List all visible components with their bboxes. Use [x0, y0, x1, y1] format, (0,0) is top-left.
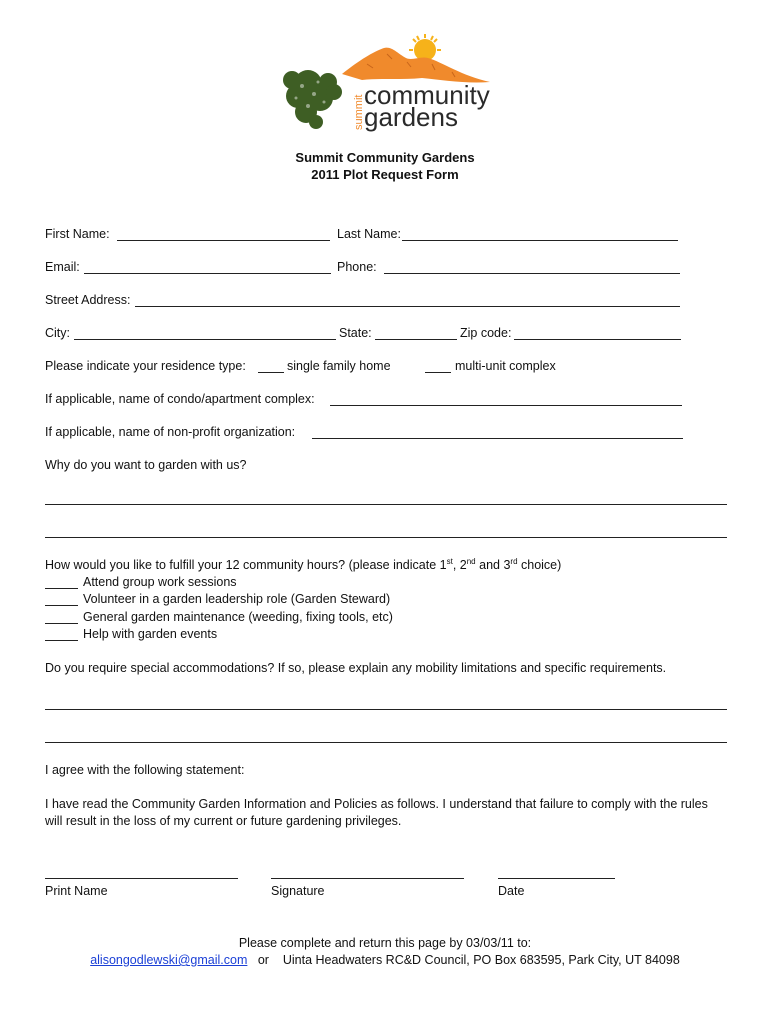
street-address-label: Street Address: — [45, 293, 131, 307]
phone-field[interactable] — [384, 273, 680, 274]
hours-option-1: Attend group work sessions — [83, 575, 237, 589]
form-title: Summit Community Gardens — [295, 150, 475, 165]
zip-field[interactable] — [514, 339, 681, 340]
hours-option-4: Help with garden events — [83, 627, 218, 641]
email-field[interactable] — [84, 273, 331, 274]
hours-option-3: General garden maintenance (weeding, fixing tools, etc) — [83, 610, 393, 624]
city-field[interactable] — [74, 339, 336, 340]
logo-gardens: gardens — [364, 102, 458, 132]
hours-option-3-checkline[interactable] — [45, 623, 78, 624]
logo-community: community — [364, 80, 490, 110]
accommodations-line-1[interactable] — [45, 709, 727, 710]
condo-field[interactable] — [330, 405, 682, 406]
agreement-text-line-2: will result in the loss of my current or future gardening privileges. — [45, 814, 402, 828]
nonprofit-label: If applicable, name of non-profit organization: — [45, 425, 296, 439]
logo-summit: summit — [353, 94, 365, 130]
signature-label: Signature — [271, 884, 325, 898]
multi-unit-option: multi-unit complex — [455, 359, 556, 373]
hours-option-2-checkline[interactable] — [45, 605, 78, 606]
date-label: Date — [498, 884, 525, 898]
date-field[interactable] — [498, 878, 615, 879]
hours-question: How would you like to fulfill your 12 community hours? (please indicate 1st, 2nd and 3rd choice) — [45, 557, 562, 573]
phone-label: Phone: — [337, 260, 377, 274]
agreement-text-line-1: I have read the Community Garden Information and Policies as follows. I understand that failure to comply with the rules — [45, 797, 708, 811]
greens-graphic — [283, 70, 342, 129]
or-text: or — [257, 953, 269, 967]
contact-email-link[interactable]: alisongodlewski@gmail.com — [90, 953, 248, 967]
first-name-field[interactable] — [117, 240, 330, 241]
form-subtitle: 2011 Plot Request Form — [311, 167, 459, 182]
nonprofit-field[interactable] — [312, 438, 683, 439]
city-label: City: — [45, 326, 70, 340]
accommodations-label: Do you require special accommodations? If so, please explain any mobility limitations and specific requirements. — [45, 661, 667, 675]
state-label: State: — [339, 326, 372, 340]
mailing-address: Uinta Headwaters RC&D Council, PO Box 683595, Park City, UT 84098 — [282, 953, 680, 967]
accommodations-line-2[interactable] — [45, 742, 727, 743]
why-answer-line-2[interactable] — [45, 537, 727, 538]
print-name-field[interactable] — [45, 878, 238, 879]
residence-label: Please indicate your residence type: — [45, 359, 246, 373]
sun-graphic — [409, 34, 441, 61]
street-address-field[interactable] — [135, 306, 680, 307]
print-name-label: Print Name — [45, 884, 108, 898]
hours-option-4-checkline[interactable] — [45, 640, 78, 641]
last-name-field[interactable] — [402, 240, 678, 241]
return-instructions: Please complete and return this page by 03/03/11 to: — [238, 936, 532, 950]
condo-label: If applicable, name of condo/apartment complex: — [45, 392, 315, 406]
why-answer-line-1[interactable] — [45, 504, 727, 505]
return-contact-line — [0, 953, 770, 967]
hours-option-2: Volunteer in a garden leadership role (Garden Steward) — [83, 592, 391, 606]
single-family-option: single family home — [287, 359, 391, 373]
why-label: Why do you want to garden with us? — [45, 458, 247, 472]
state-field[interactable] — [375, 339, 457, 340]
first-name-label: First Name: — [45, 227, 110, 241]
zip-label: Zip code: — [460, 326, 512, 340]
single-family-checkline[interactable] — [258, 372, 284, 373]
agreement-intro: I agree with the following statement: — [45, 763, 245, 777]
signature-field[interactable] — [271, 878, 464, 879]
hours-option-1-checkline[interactable] — [45, 588, 78, 589]
last-name-label: Last Name: — [337, 227, 401, 241]
email-label: Email: — [45, 260, 80, 274]
multi-unit-checkline[interactable] — [425, 372, 451, 373]
community-gardens-logo — [272, 34, 497, 134]
